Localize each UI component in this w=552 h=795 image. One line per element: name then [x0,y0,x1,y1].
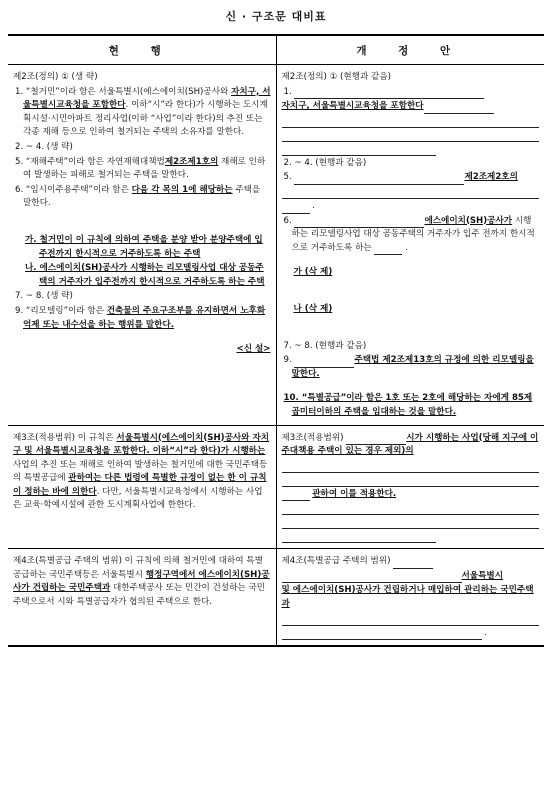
clause-6-ga-deleted: 가 (삭 제) [293,267,333,278]
article-4-text: 제4조(특별공급 주택의 범위) 이 규칙에 의해 철거민에 대하여 특별공급하는 국민주택등은 서울특별시 행정구역에서 에스에이치(SH)공사가 건립하는 국민주택과 대한주택공사 또는 민간이 건설하는 국민주택으로서 시와 특별공급자가 협의된 주택으로 한다. [13,556,270,608]
header-current: 현 행 [8,35,276,65]
article-4-line2: 서울특별시 [282,570,540,584]
clause-5: 5. “재해주택”이라 함은 자연재해대책법제2조제1호의 재해로 인하여 발생하는 피해로 철거되는 주택을 말한다. [15,156,266,181]
revised-article-2 [276,65,544,426]
article-3-text: 제3조(적용범위) 이 규칙은 서울특별시(에스에이치(SH)공사와 자치구 및 서울특별시교육청을 포함한다. 이하“시”라 한다)가 시행하는 사업의 추진 또는 재해로 인하여 발생하는 철거민에 대한 국민주택등의 특별공급에 관하여는 다른 법령에 특별한 규정이 없는 한 이 규칙이 정하는 바에 의한다. 다만, 서울특별시교육청에서 시행하는 사업은 교육·학예시설에 관한 도시계획사업에 한한다. [13,432,270,511]
clause-9: 9. 주택법 제2조제13호의 규정에 의한 리모델링을 말한다. [283,355,534,379]
clause-1: 1. “철거민”이라 함은 서울특별시(에스에이치(SH)공사와 자치구, 서울특별시교육청을 포함한다. 이하“시”라 한다)가 시행하는 도시계획시설·시민아파트 정리사업(이하 “사업”이라 한다)의 추진 또는 각종 재해 등으로 인하여 철거되는 주택의 소유자를 말한다. [15,86,271,138]
clause-6-ga: 가. 철거민이 이 규칙에 의하여 주택을 분양 받아 분양주택에 입주전까지 한시적으로 거주하도록 하는 주택 [25,234,263,259]
clause-2-4: 2. ~ 4. (현행과 같음) [283,157,367,168]
article-4-end: . [282,627,540,641]
clause-1: 1. [282,86,540,100]
article-3-text: 제3조(적용범위) 시가 시행하는 사업(당해 지구에 이주대책용 주택이 있는 경우 제외)의 [281,432,539,457]
clause-9: 9. “리모델링”이라 함은 건축물의 주요구조부를 유지하면서 노후화 억제 또는 내수선을 하는 행위를 말한다. [15,305,266,330]
article-4-text: 제4조(특별공급 주택의 범위) [282,555,540,569]
clause-2-4: 2. ~ 4. (생 략) [15,141,73,152]
article-heading: 제2조(정의) ① (현행과 같음) [281,72,391,82]
clause-10: 10. “특별공급”이라 함은 1호 또는 2호에 해당하는 자에게 85제곱미터이하의 주택을 임대하는 것을 말한다. [283,393,533,417]
revised-article-4 [276,549,544,646]
current-article-2 [8,65,276,426]
article-3-end: 관하여 이를 적용한다. [282,488,540,502]
header-revised: 개 정 안 [276,35,544,65]
clause-6: 6. “임시이주용주택”이라 함은 다음 각 목의 1에 해당하는 주택을 말한다. [15,184,261,209]
article-heading: 제2조(정의) ① (생 략) [13,72,98,82]
current-article-3 [8,425,276,549]
revised-article-3 [276,425,544,549]
clause-1-text: 자치구, 서울특별시교육청을 포함한다 [282,100,540,114]
new-clause-marker: <신 설> [236,344,271,355]
clause-7-8: 7. ~ 8. (생 략) [15,291,73,302]
row-article-3 [8,425,544,549]
document-title: 신 · 구조문 대비표 [225,10,327,23]
row-article-2 [8,65,544,426]
clause-6-na-deleted: 나 (삭 제) [293,303,333,314]
current-article-4 [8,549,276,646]
clause-5-end: . [282,200,540,214]
clause-6-na: 나. 에스에이치(SH)공사가 시행하는 리모델링사업 대상 공동주택의 거주자가 입주전까지 한시적으로 거주하도록 하는 주택 [25,263,265,287]
row-article-4 [8,549,544,646]
clause-6: 6. 에스에이치(SH)공사가 시행하는 리모델링사업 대상 공동주택의 거주자가 입주 전까지 한시적으로 거주하도록 하는 . [282,215,540,256]
clause-7-8: 7. ~ 8. (현행과 같음) [283,340,367,351]
clause-5: 5. 제2조제2호의 [282,171,540,185]
comparison-table [8,34,544,647]
article-4-line3: 및 에스에이치(SH)공사가 건립하거나 매입하여 관리하는 국민주택과 [281,585,534,610]
